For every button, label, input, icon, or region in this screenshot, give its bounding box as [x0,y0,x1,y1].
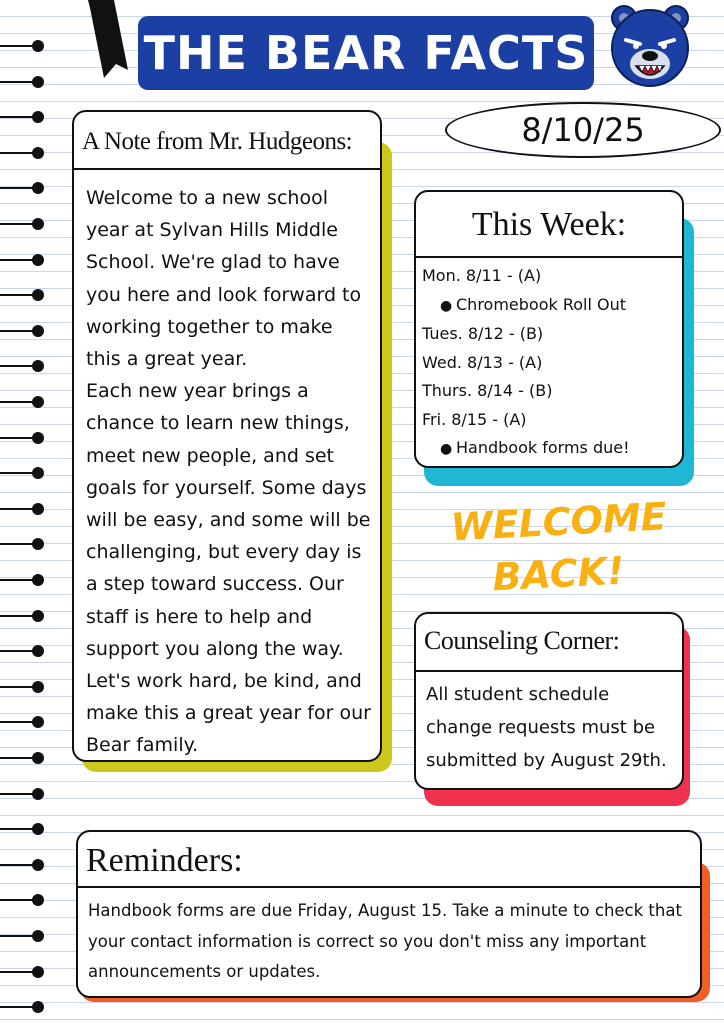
week-day-label: Thurs. 8/14 - (B) [422,381,553,400]
date-oval [445,102,721,158]
spiral-ring-icon [0,538,44,550]
spiral-ring-icon [0,966,44,978]
welcome-line-1: WELCOME [449,494,668,550]
note-paragraph: Each new year brings a chance to learn new things, meet new people, and set goals for yourself. Some days will be easy, and some will be challenging, but every day is a step toward success. Our staff is here to help and support you along the way. [86,380,371,660]
spiral-ring-icon [0,1001,44,1013]
week-heading: This Week: [416,192,682,258]
spiral-ring-icon [0,788,44,800]
spiral-ring-icon [0,182,44,194]
week-day-label: Fri. 8/15 - (A) [422,409,527,429]
week-day-note-text: Chromebook Roll Out [456,294,627,314]
spiral-ring-icon [0,752,44,764]
spiral-ring-icon [0,360,44,372]
spiral-ring-icon [0,681,44,693]
spiral-ring-icon [0,396,44,408]
counseling-card [414,612,684,790]
note-heading: A Note from Mr. Hudgeons: [74,112,380,170]
principal-note-card [72,110,382,762]
spiral-ring-icon [0,40,44,52]
spiral-ring-icon [0,503,44,515]
spiral-ring-icon [0,254,44,266]
spiral-ring-icon [0,325,44,337]
note-body [74,170,380,762]
bookmark-ribbon-icon [88,0,128,78]
bullet-icon: ● [440,441,453,457]
spiral-ring-icon [0,432,44,444]
reminders-card [76,830,702,998]
spiral-ring-icon [0,894,44,906]
spiral-ring-icon [0,76,44,88]
issue-date: 8/10/25 [521,111,645,149]
note-paragraph: Welcome to a new school year at Sylvan Hills Middle School. We're glad to have you here and look forward to working together to make this a great year. [86,187,362,371]
week-day-note [422,434,676,464]
bullet-icon: ● [440,297,453,314]
week-day-note [422,291,676,321]
spiral-ring-icon [0,859,44,871]
spiral-ring-icon [0,823,44,835]
spiral-ring-icon [0,467,44,479]
title-banner [138,16,594,90]
welcome-line-2: BACK! [491,548,626,600]
week-day-label: Mon. 8/11 - (A) [422,266,542,285]
week-schedule [416,258,682,464]
counseling-body: All student schedule change requests must be submitted by August 29th. [426,684,667,771]
spiral-ring-icon [0,111,44,123]
spiral-ring-icon [0,930,44,942]
spiral-ring-icon [0,289,44,301]
bear-mascot-icon [604,0,696,92]
spiral-ring-icon [0,147,44,159]
reminders-body: Handbook forms are due Friday, August 15. Take a minute to check that your contact information is correct so you don't miss any important announcements or updates. [88,901,682,981]
week-day-label: Wed. 8/13 - (A) [422,352,543,372]
spiral-ring-icon [0,716,44,728]
welcome-back-graphic [449,491,668,606]
spiral-ring-icon [0,218,44,230]
spiral-ring-icon [0,645,44,657]
counseling-heading: Counseling Corner: [416,614,682,672]
this-week-card [414,190,684,468]
newsletter-title: THE BEAR FACTS [143,26,589,80]
spiral-ring-icon [0,574,44,586]
note-paragraph: Let's work hard, be kind, and make this a great year for our Bear family. [86,670,371,757]
week-day-label: Tues. 8/12 - (B) [422,324,544,343]
week-day-note-text: Handbook forms due! [456,438,630,457]
spiral-ring-icon [0,610,44,622]
reminders-heading: Reminders: [78,832,700,888]
